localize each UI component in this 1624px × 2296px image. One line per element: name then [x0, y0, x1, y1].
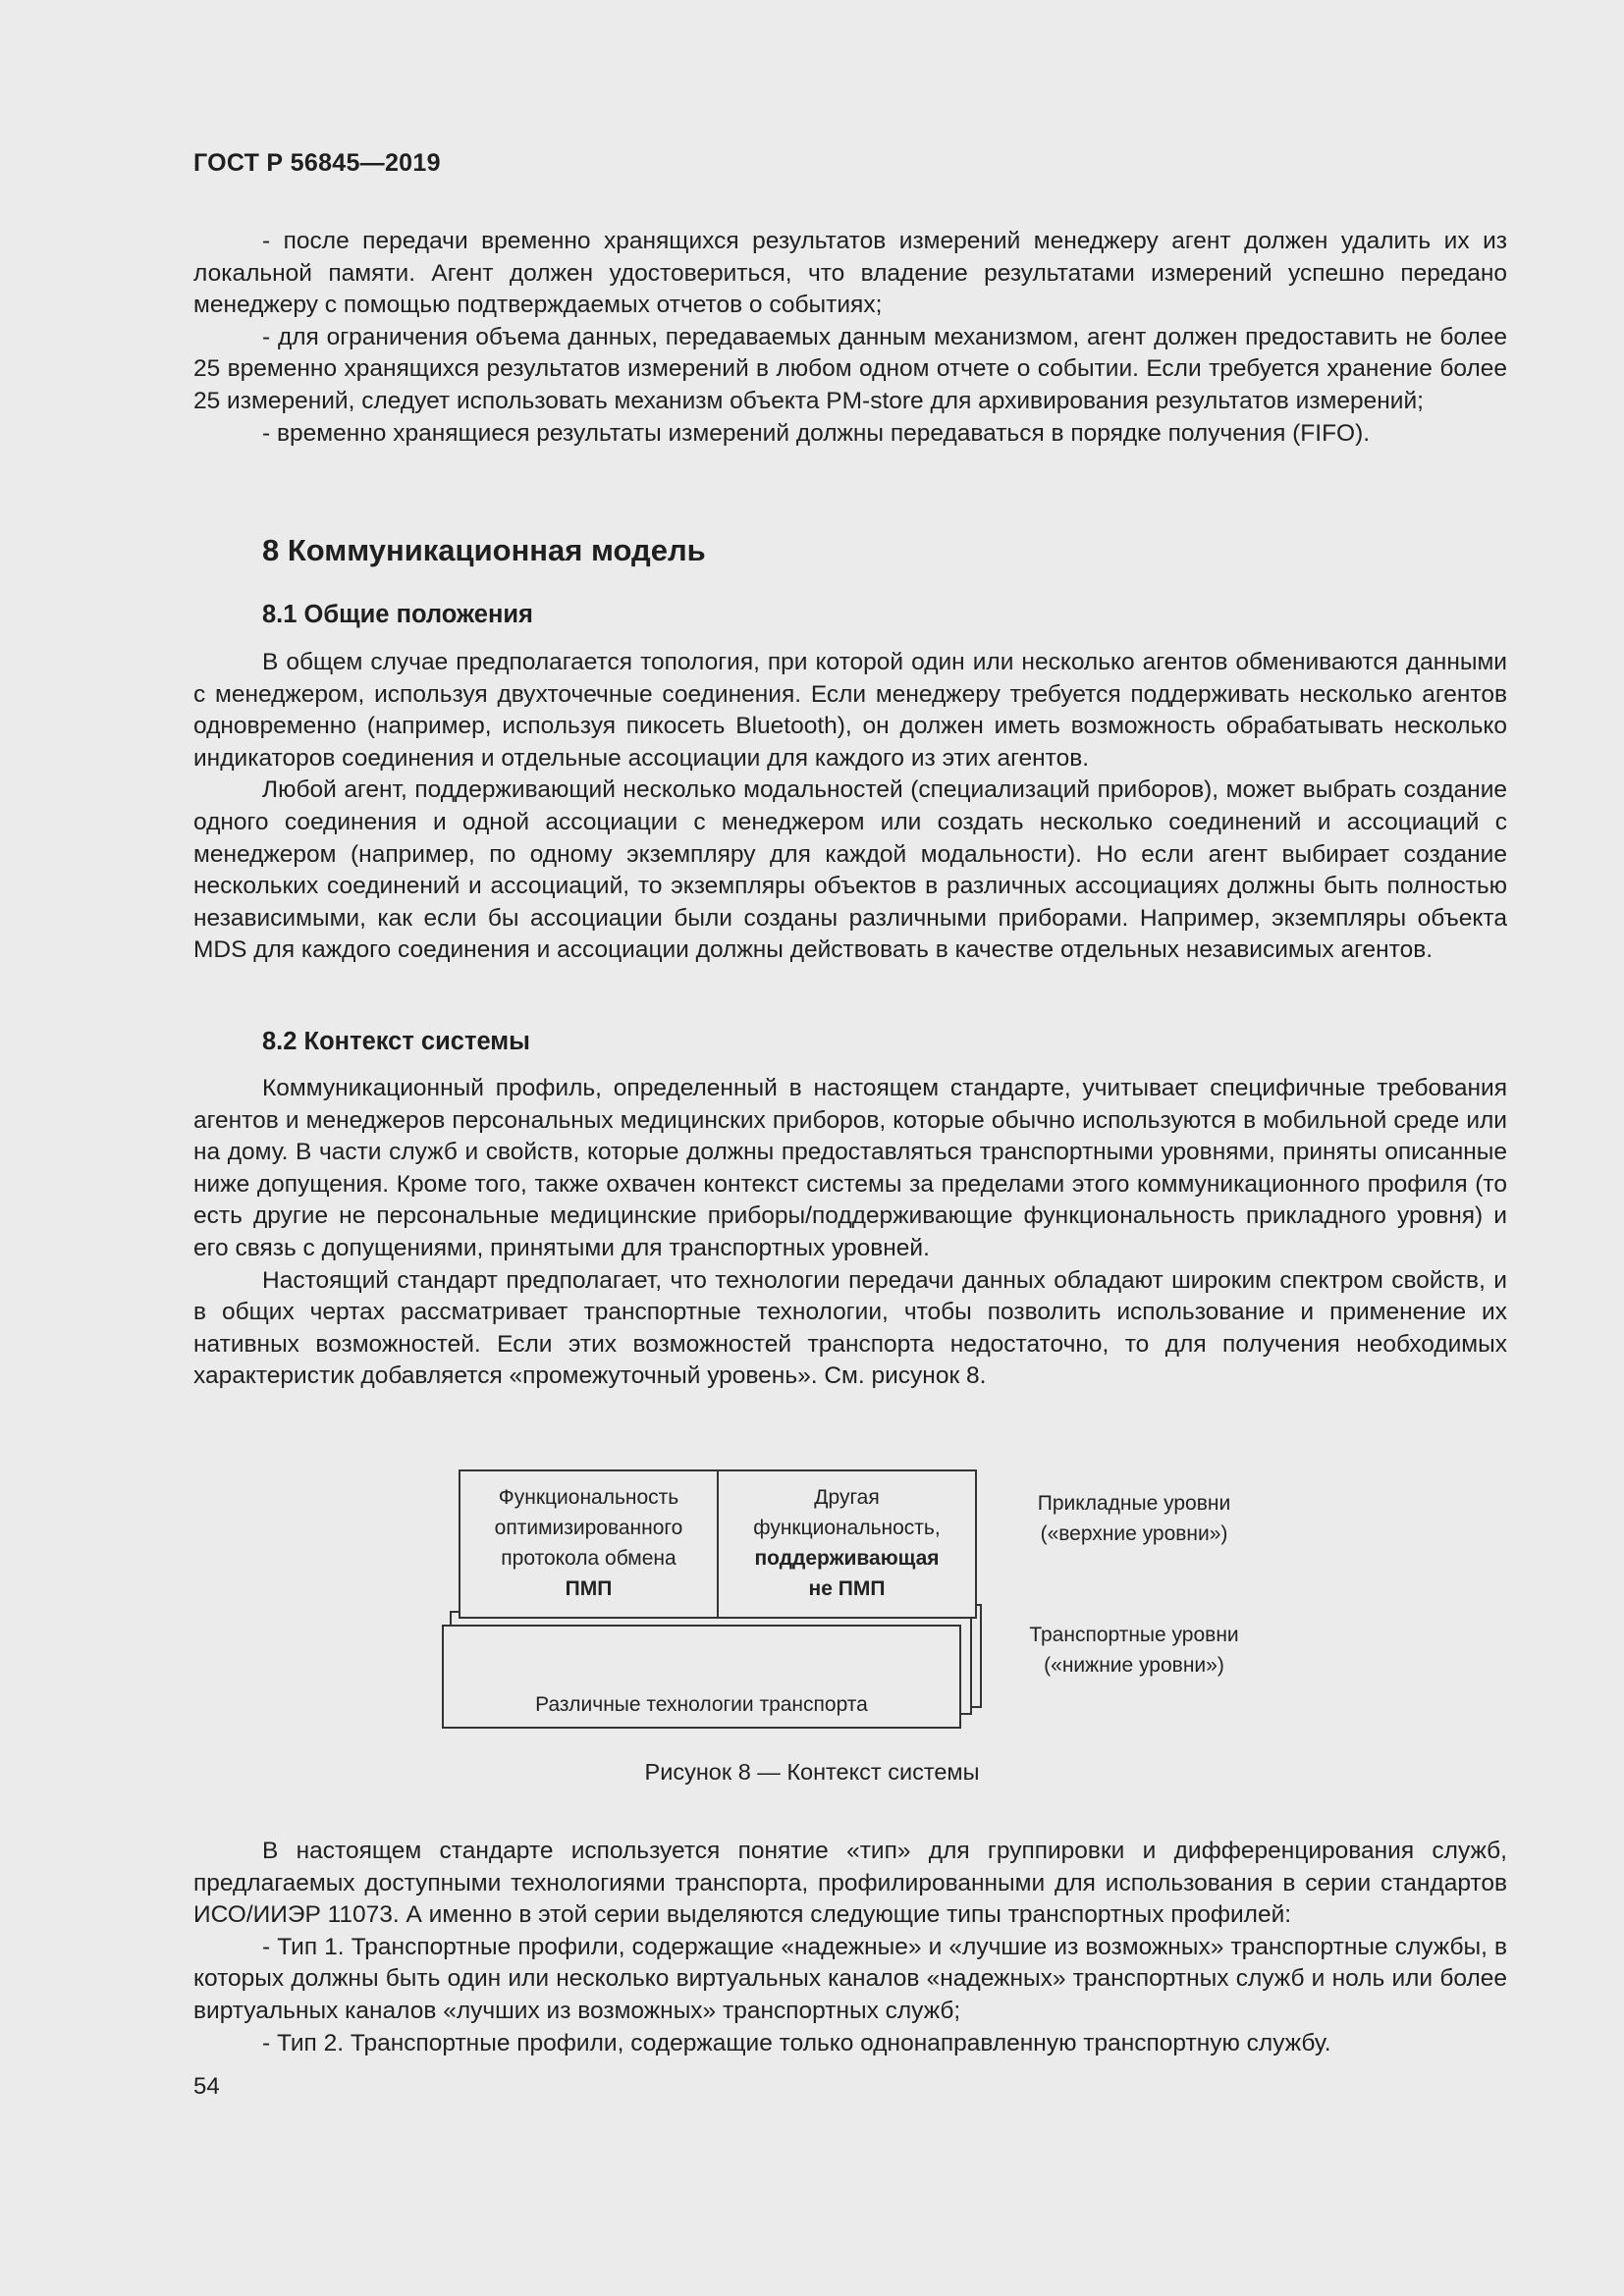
- box-text-line: функциональность,: [753, 1517, 941, 1539]
- box-text-line: не ПМП: [808, 1577, 886, 1600]
- application-layers-label: [1001, 1488, 1267, 1549]
- system-context-diagram: [432, 1463, 1296, 1737]
- document-header: ГОСТ Р 56845—2019: [193, 149, 441, 177]
- paragraph: Настоящий стандарт предполагает, что технологии передачи данных обладают широким спектром свойств, и в общих чертах рассматривает транспортные технологии, чтобы позволить использование и применение их нативных возможностей. Если этих возможностей транспорта недостаточно, то для получения необходимых характеристик добавляется «промежуточный уровень». См. рисунок 8.: [193, 1266, 1507, 1390]
- phd-protocol-label: [460, 1482, 718, 1604]
- paragraph: В настоящем стандарте используется понятие «тип» для группировки и дифференцирования служб, предлагаемых доступными технологиями транспорта, профилированными для использования в серии стандартов ИСО/ИИЭР 11073. А именно в этой серии выделяются следующие типы транспортных профилей:: [193, 1838, 1507, 1929]
- box-text-line: Другая: [814, 1486, 880, 1509]
- box-text-line: оптимизированного: [494, 1517, 683, 1539]
- paragraph: - временно хранящиеся результаты измерений должны передаваться в порядке получения (FIFO).: [262, 419, 1371, 447]
- paragraph: - Тип 2. Транспортные профили, содержащие только однонаправленную транспортную службу.: [262, 2029, 1331, 2056]
- page-number: 54: [193, 2073, 220, 2100]
- label-line: Транспортные уровни: [1029, 1624, 1239, 1646]
- section-8-2-text: [193, 1073, 1507, 1393]
- figure-caption: Рисунок 8 — Контекст системы: [644, 1759, 980, 1785]
- box-text-line: Функциональность: [498, 1486, 679, 1509]
- other-functionality-label: [718, 1482, 976, 1604]
- label-line: Прикладные уровни: [1037, 1492, 1231, 1515]
- intro-text: [193, 226, 1507, 450]
- label-line: («нижние уровни»): [1044, 1654, 1224, 1677]
- section-heading: 8 Коммуникационная модель: [262, 533, 706, 567]
- section-8-1-text: [193, 647, 1507, 967]
- paragraph: В общем случае предполагается топология, при которой один или несколько агентов обмениваются данными с менеджером, используя двухточечные соединения. Если менеджеру требуется поддерживать несколько агентов одновременно (например, используя пикосеть Bluetooth), он должен иметь возможность обрабатывать несколько индикаторов соединения и отдельные ассоциации для каждого из этих агентов.: [193, 649, 1507, 772]
- paragraph: - Тип 1. Транспортные профили, содержащие «надежные» и «лучшие из возможных» транспортные службы, в которых должны быть один или несколько виртуальных каналов «надежных» транспортных служб и ноль или более виртуальных каналов «лучших из возможных» транспортных служб;: [193, 1933, 1507, 2024]
- transport-technologies-label: Различные технологии транспорта: [535, 1693, 868, 1716]
- paragraph: - для ограничения объема данных, передаваемых данным механизмом, агент должен предоставить не более 25 временно хранящихся результатов измерений в любом одном отчете о событии. Если требуется хранение более 25 измерений, следует использовать механизм объекта PM-store для архивирования результатов измерений;: [193, 323, 1507, 414]
- paragraph: - после передачи временно хранящихся результатов измерений менеджеру агент должен удалить их из локальной памяти. Агент должен удостовериться, что владение результатами измерений успешно передано менеджеру с помощью подтверждаемых отчетов о событиях;: [193, 228, 1507, 319]
- box-text-line: протокола обмена: [501, 1547, 677, 1570]
- transport-layers-label: [1001, 1620, 1267, 1681]
- box-text-line: поддерживающая: [754, 1547, 940, 1570]
- closing-text: [193, 1836, 1507, 2059]
- subsection-heading: 8.1 Общие положения: [262, 601, 533, 628]
- box-text-line: ПМП: [565, 1577, 613, 1600]
- label-line: («верхние уровни»): [1040, 1522, 1228, 1545]
- subsection-heading: 8.2 Контекст системы: [262, 1028, 530, 1055]
- paragraph: Любой агент, поддерживающий несколько модальностей (специализаций приборов), может выбрать создание одного соединения и одной ассоциации с менеджером или создать несколько соединений и ассоциаций с менеджером (например, по одному экземпляру для каждой модальности). Но если агент выбирает создание нескольких соединений и ассоциаций, то экземпляры объектов в различных ассоциациях должны быть полностью независимыми, как если бы ассоциации были созданы различными приборами. Например, экземпляры объекта MDS для каждого соединения и ассоциации должны действовать в качестве отдельных независимых агентов.: [193, 776, 1507, 964]
- paragraph: Коммуникационный профиль, определенный в настоящем стандарте, учитывает специфичные требования агентов и менеджеров персональных медицинских приборов, которые обычно используются в мобильной среде или на дому. В части служб и свойств, которые должны предоставляться транспортными уровнями, приняты описанные ниже допущения. Кроме того, также охвачен контекст системы за пределами этого коммуникационного профиля (то есть другие не персональные медицинские приборы/поддерживающие функциональность прикладного уровня) и его связь с допущениями, принятыми для транспортных уровней.: [193, 1075, 1507, 1261]
